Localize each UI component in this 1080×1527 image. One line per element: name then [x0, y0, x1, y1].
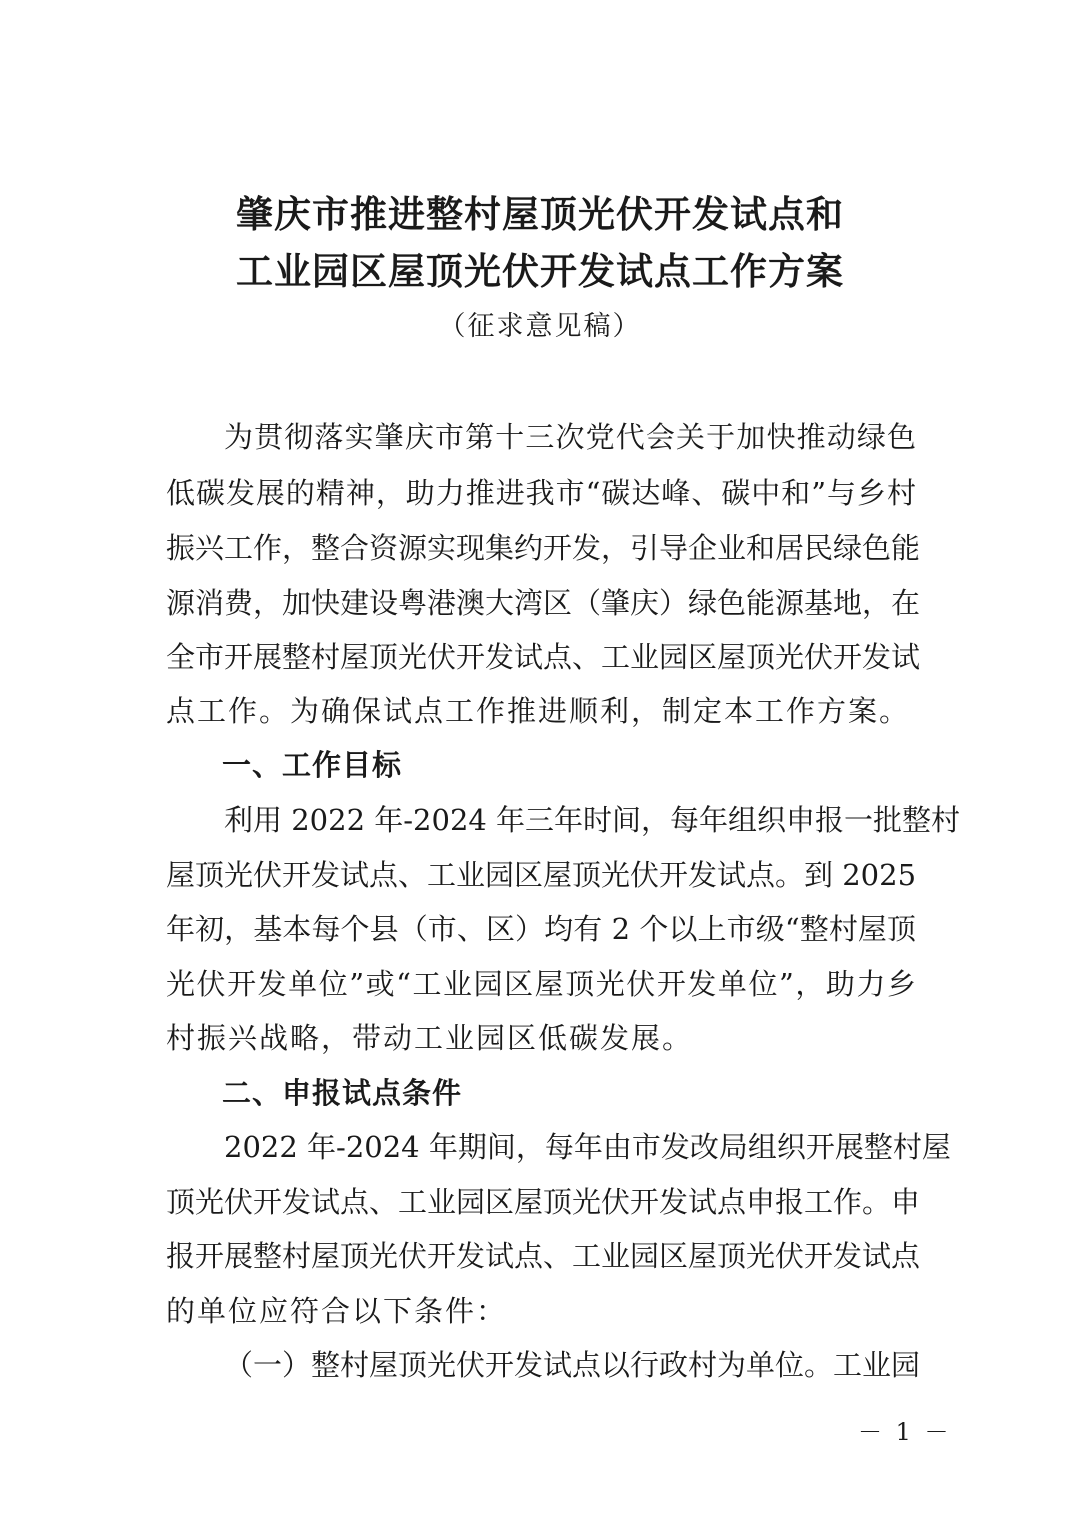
section-1-line: 屋顶光伏开发试点、工业园区屋顶光伏开发试点。到 2025: [166, 858, 917, 892]
intro-line: 源消费，加快建设粤港澳大湾区（肇庆）绿色能源基地，在: [166, 586, 921, 620]
section-1-line: 利用 2022 年-2024 年三年时间，每年组织申报一批整村: [224, 803, 961, 837]
section-1-line: 光伏开发单位”或“工业园区屋顶光伏开发单位”，助力乡: [166, 967, 916, 1001]
section-1-heading: 一、工作目标: [222, 748, 403, 782]
intro-line: 点工作。为确保试点工作推进顺利，制定本工作方案。: [166, 694, 911, 728]
section-2-line: 2022 年-2024 年期间，每年由市发改局组织开展整村屋: [224, 1130, 951, 1164]
section-2-line: 顶光伏开发试点、工业园区屋顶光伏开发试点申报工作。申: [166, 1185, 921, 1219]
intro-line: 为贯彻落实肇庆市第十三次党代会关于加快推动绿色: [224, 420, 916, 454]
document-title-line-1: 肇庆市推进整村屋顶光伏开发试点和: [236, 193, 844, 236]
document-subtitle: （征求意见稿）: [438, 311, 642, 342]
intro-line: 振兴工作，整合资源实现集约开发，引导企业和居民绿色能: [166, 531, 921, 565]
intro-line: 全市开展整村屋顶光伏开发试点、工业园区屋顶光伏开发试: [166, 640, 921, 674]
section-2-heading: 二、申报试点条件: [222, 1076, 463, 1110]
section-2-line: （一）整村屋顶光伏开发试点以行政村为单位。工业园: [224, 1348, 921, 1382]
section-1-line: 村振兴战略，带动工业园区低碳发展。: [166, 1021, 694, 1055]
intro-line: 低碳发展的精神，助力推进我市“碳达峰、碳中和”与乡村: [166, 476, 916, 510]
section-2-line: 报开展整村屋顶光伏开发试点、工业园区屋顶光伏开发试点: [166, 1239, 921, 1273]
section-2-line: 的单位应符合以下条件：: [166, 1294, 508, 1328]
page-number: － 1 －: [858, 1418, 952, 1446]
section-1-line: 年初，基本每个县（市、区）均有 2 个以上市级“整村屋顶: [166, 912, 916, 946]
document-title-line-2: 工业园区屋顶光伏开发试点工作方案: [236, 250, 844, 293]
